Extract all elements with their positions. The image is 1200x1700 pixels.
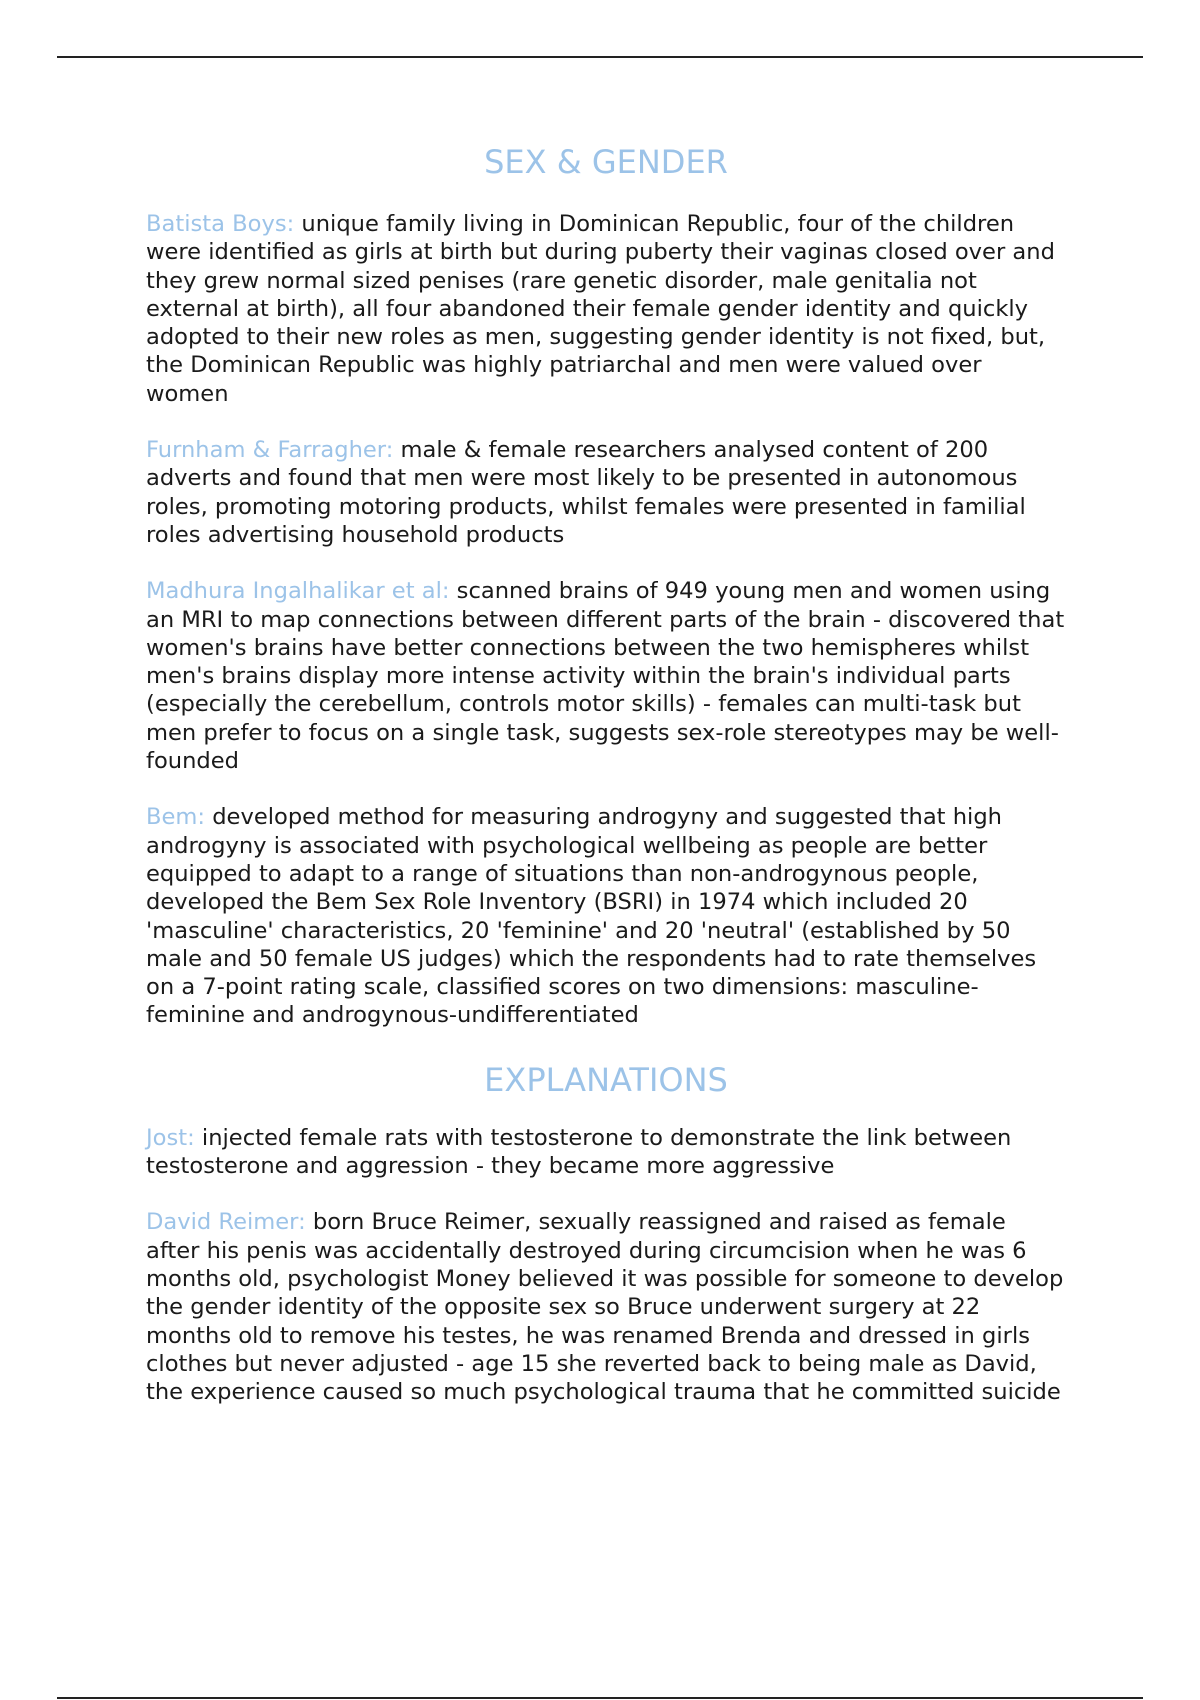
document-body bbox=[146, 140, 1066, 1434]
entry-text: injected female rats with testosterone to demonstrate the link between testosterone and aggression - they became more aggressive bbox=[146, 1124, 1012, 1180]
entry-jost bbox=[146, 1124, 1066, 1181]
entry-term: Jost: bbox=[146, 1124, 195, 1151]
entry-term: David Reimer: bbox=[146, 1209, 306, 1236]
entry-text: male & female researchers analysed content of 200 adverts and found that men were most likely to be presented in autonomous roles, promoting motoring products, whilst females were presented in familial roles advertising household products bbox=[146, 437, 1026, 548]
entry-text: unique family living in Dominican Republic, four of the children were identified as girls at birth but during puberty their vaginas closed over and they grew normal sized penises (rare genetic disorder, male genitalia not external at birth), all four abandoned their female gender identity and quickly adopted to their new roles as men, suggesting gender identity is not fixed, but, the Dominican Republic was highly patriarchal and men were valued over women bbox=[146, 211, 1055, 407]
entry-batista-boys bbox=[146, 210, 1066, 408]
entry-term: Furnham & Farragher: bbox=[146, 437, 394, 464]
entry-furnham-farragher bbox=[146, 436, 1066, 549]
entry-term: Bem: bbox=[146, 804, 206, 831]
section-heading-sex-gender: SEX & GENDER bbox=[484, 143, 728, 181]
top-rule bbox=[57, 56, 1143, 58]
entry-ingalhalikar bbox=[146, 577, 1066, 775]
bottom-rule bbox=[57, 1697, 1143, 1699]
entry-term: Batista Boys: bbox=[146, 211, 295, 237]
section-heading-explanations: EXPLANATIONS bbox=[484, 1060, 728, 1099]
entry-bem bbox=[146, 803, 1066, 1029]
entry-david-reimer bbox=[146, 1208, 1066, 1406]
entry-text: born Bruce Reimer, sexually reassigned and raised as female after his penis was accidentally destroyed during circumcision when he was 6 months old, psychologist Money believed it was possible for someone to develop the gender identity of the opposite sex so Bruce underwent surgery at 22 months old to remove his testes, he was renamed Brenda and dressed in girls clothes but never adjusted - age 15 she reverted back to being male as David, the experience caused so much psychological trauma that he committed suicide bbox=[146, 1209, 1064, 1406]
entry-term: Madhura Ingalhalikar et al: bbox=[146, 578, 450, 605]
entry-text: developed method for measuring androgyny and suggested that high androgyny is associated with psychological wellbeing as people are better equipped to adapt to a range of situations than non-androgynous people, developed the Bem Sex Role Inventory (BSRI) in 1974 which included 20 'masculine' characteristics, 20 'feminine' and 20 'neutral' (established by 50 male and 50 female US judges) which the respondents had to rate themselves on a 7-point rating scale, classified scores on two dimensions: masculine-feminine and androgynous-undifferentiated bbox=[146, 804, 1037, 1029]
entry-text: scanned brains of 949 young men and women using an MRI to map connections between different parts of the brain - discovered that women's brains have better connections between the two hemispheres whilst men's brains display more intense activity within the brain's individual parts (especially the cerebellum, controls motor skills) - females can multi-task but men prefer to focus on a single task, suggests sex-role stereotypes may be well-founded bbox=[146, 578, 1065, 775]
